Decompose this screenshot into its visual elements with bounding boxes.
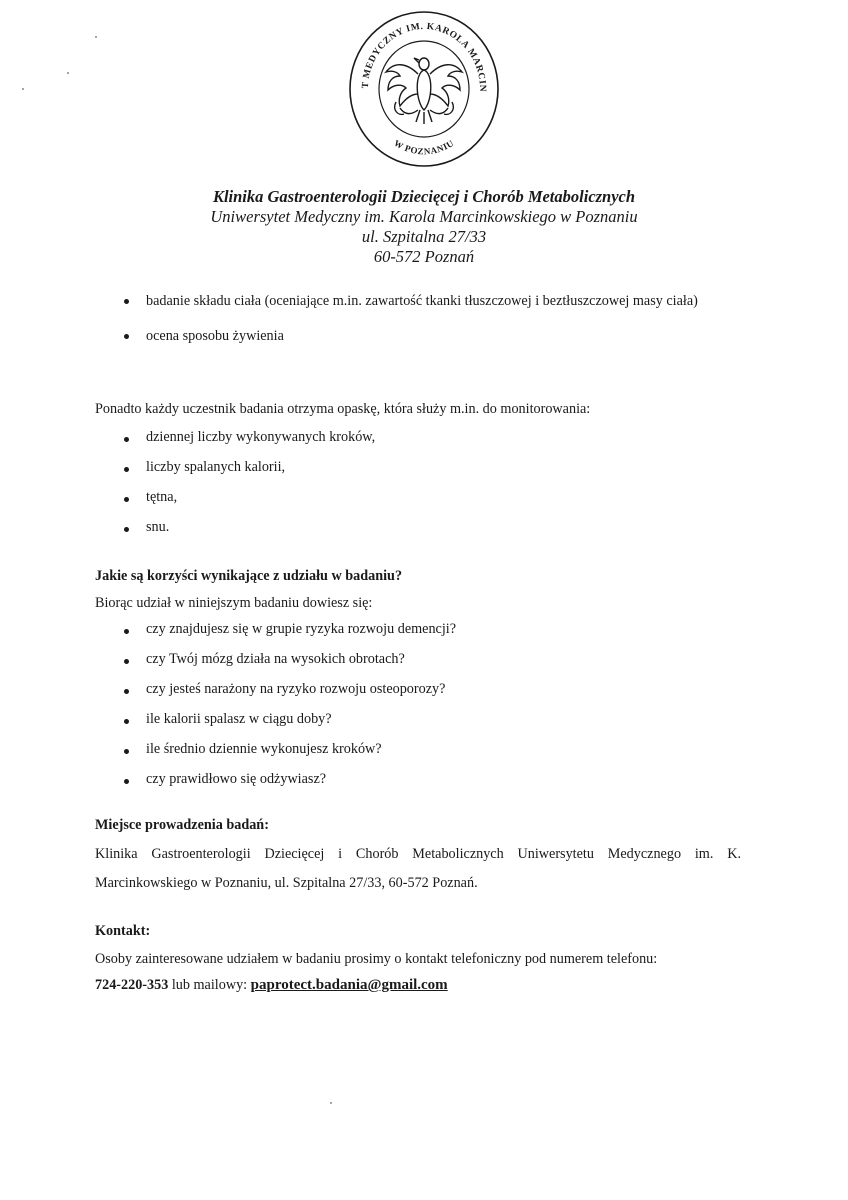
contact-line (95, 972, 745, 998)
band-features-list (120, 426, 760, 546)
list-item: czy prawidłowo się odżywiasz? (120, 768, 760, 798)
university-seal (348, 10, 500, 168)
list-item: snu. (120, 516, 760, 546)
list-item: czy Twój mózg działa na wysokich obrotach? (120, 648, 760, 678)
list-item: ile średnio dziennie wykonujesz kroków? (120, 738, 760, 768)
list-item: ile kalorii spalasz w ciągu doby? (120, 708, 760, 738)
benefits-heading: Jakie są korzyści wynikające z udziału w badaniu? (95, 568, 403, 584)
mail-label: lub mailowy: (171, 977, 248, 993)
list-item: ocena sposobu żywienia (120, 323, 760, 349)
list-item: czy znajdujesz się w grupie ryzyka rozwoju demencji? (120, 618, 760, 648)
contact-heading: Kontakt: (95, 923, 151, 939)
email-link[interactable]: paprotect.badania@gmail.com (250, 977, 448, 993)
contact-text: Osoby zainteresowane udziałem w badaniu prosimy o kontakt telefoniczny pod numerem telefonu: (95, 951, 658, 967)
svg-text:W POZNANIU: W POZNANIU (392, 137, 456, 157)
study-tests-list (120, 288, 760, 349)
svg-text:UNIWERSYTET MEDYCZNY IM. KAROL: T MEDYCZNY IM. KAROLA MARCIN (360, 21, 488, 93)
benefits-intro: Biorąc udział w niniejszym badaniu dowiesz się: (95, 595, 373, 611)
band-intro: Ponadto każdy uczestnik badania otrzyma opaskę, która służy m.in. do monitorowania: (95, 401, 591, 417)
list-item: czy jesteś narażony na ryzyko rozwoju osteoporozy? (120, 678, 760, 708)
letterhead (0, 186, 848, 267)
list-item: dziennej liczby wykonywanych kroków, (120, 426, 760, 456)
location-heading: Miejsce prowadzenia badań: (95, 817, 269, 833)
list-item: liczby spalanych kalorii, (120, 456, 760, 486)
benefits-list (120, 618, 760, 798)
list-item: badanie składu ciała (oceniające m.in. zawartość tkanki tłuszczowej i beztłuszczowej masy ciała) (120, 288, 760, 314)
scan-speck (22, 88, 24, 90)
phone-number[interactable]: 724-220-353 (95, 977, 169, 993)
scan-speck (67, 72, 69, 74)
clinic-name: Klinika Gastroenterologii Dziecięcej i Chorób Metabolicznych (212, 187, 636, 206)
university-name: Uniwersytet Medyczny im. Karola Marcinkowskiego w Poznaniu (210, 207, 638, 226)
scan-speck (95, 36, 97, 38)
eagle-emblem (386, 58, 462, 124)
postal-city: 60-572 Poznań (373, 247, 475, 266)
street-address: ul. Szpitalna 27/33 (361, 227, 487, 246)
location-text: Klinika Gastroenterologii Dziecięcej i Chorób Metabolicznych Uniwersytetu Medycznego im. K. Marcinkowskiego w Poznaniu, ul. Szpitalna 27/33, 60-572 Poznań. (95, 846, 741, 891)
list-item: tętna, (120, 486, 760, 516)
scan-speck (330, 1102, 332, 1104)
